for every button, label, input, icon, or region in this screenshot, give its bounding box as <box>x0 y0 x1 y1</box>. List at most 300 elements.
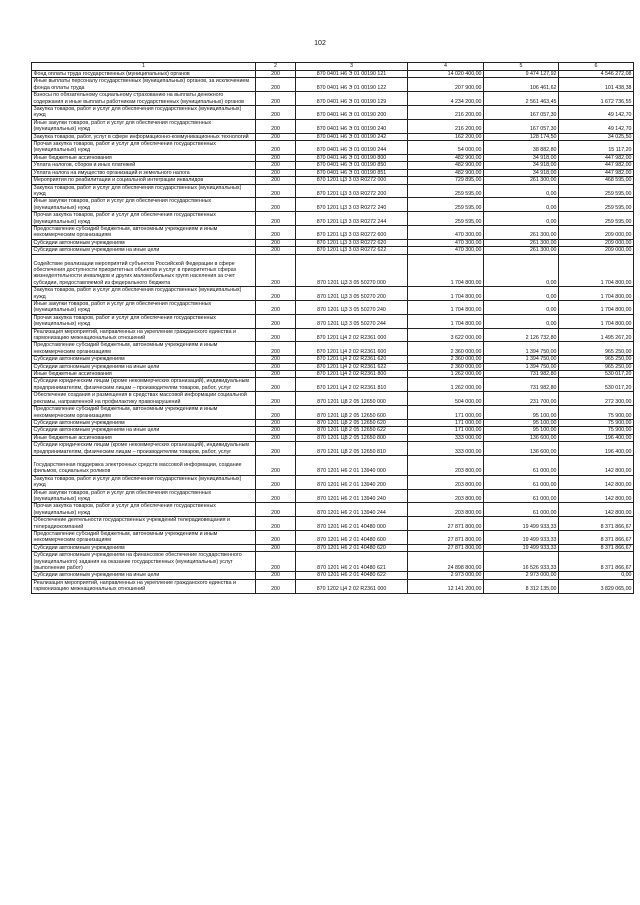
row-line-code-cell: 200 <box>256 517 296 531</box>
table-row <box>32 154 634 161</box>
row-budget-code-cell: 870 0401 Н6 Э 01 00190 129 <box>296 92 408 106</box>
row-executed-cell: 261 300,00 <box>484 239 559 246</box>
row-approved-cell: 333 000,00 <box>408 434 484 441</box>
row-unexecuted-cell: 142 800,00 <box>559 475 634 489</box>
row-line-code-cell: 200 <box>256 475 296 489</box>
row-approved-cell: 216 200,00 <box>408 106 484 120</box>
row-line-code-cell: 200 <box>256 328 296 342</box>
row-unexecuted-cell: 1 704 800,00 <box>559 287 634 301</box>
row-name-cell <box>32 406 256 420</box>
row-name-text: Прочая закупка товаров, работ и услуг для обеспечения государственных (муниципальных) нужд <box>33 314 216 328</box>
row-executed-cell: 19 499 933,33 <box>484 517 559 531</box>
row-unexecuted-cell: 101 438,38 <box>559 78 634 92</box>
row-executed-cell: 61 000,00 <box>484 455 559 475</box>
row-budget-code-cell: 870 1202 Ц4 2 02 R2361 000 <box>296 579 408 593</box>
row-budget-code-cell: 870 0401 Н6 Э 01 00190 200 <box>296 106 408 120</box>
row-unexecuted-cell: 196 400,00 <box>559 442 634 456</box>
row-line-code-cell: 200 <box>256 434 296 441</box>
row-executed-cell: 0,00 <box>484 184 559 198</box>
table-row <box>32 427 634 434</box>
row-executed-cell: 167 057,30 <box>484 106 559 120</box>
column-header-2: 2 <box>256 63 296 71</box>
row-executed-cell: 0,00 <box>484 212 559 226</box>
row-executed-cell: 0,00 <box>484 287 559 301</box>
row-name-cell <box>32 356 256 363</box>
row-name-cell <box>32 342 256 356</box>
row-executed-cell: 38 882,80 <box>484 141 559 155</box>
row-approved-cell: 207 900,00 <box>408 78 484 92</box>
row-name-cell <box>32 378 256 392</box>
row-line-code-cell: 200 <box>256 392 296 406</box>
table-row <box>32 489 634 503</box>
row-name-text: Иные бюджетные ассигнования <box>33 154 112 161</box>
row-unexecuted-cell: 8 371 866,67 <box>559 544 634 551</box>
row-name-text: Иные закупки товаров, работ и услуг для обеспечения государственных (муниципальных) нужд <box>33 301 212 314</box>
row-budget-code-cell: 870 0401 Н6 Э 01 00190 122 <box>296 78 408 92</box>
row-budget-code-cell: 870 1201 Ц3 3 03 R0272 244 <box>296 212 408 226</box>
row-unexecuted-cell: 1 704 800,00 <box>559 254 634 287</box>
row-budget-code-cell: 870 1201 Ц4 2 02 R2361 800 <box>296 371 408 378</box>
table-row <box>32 198 634 212</box>
row-budget-code-cell: 870 1201 Ц8 2 05 12650 000 <box>296 392 408 406</box>
row-name-cell <box>32 301 256 315</box>
table-row <box>32 212 634 226</box>
row-line-code-cell: 200 <box>256 531 296 545</box>
row-executed-cell: 167 057,30 <box>484 119 559 133</box>
row-line-code-cell: 200 <box>256 254 296 287</box>
table-row <box>32 92 634 106</box>
row-name-cell <box>32 442 256 456</box>
table-row <box>32 434 634 441</box>
row-name-text: Обеспечение деятельности государственных учреждений телерадиовещания и телерадиокомпаний <box>33 517 230 530</box>
row-name-text: Взносы по обязательному социальному страхованию на выплаты денежного содержания и иные выплаты работникам государственных (муниципальных) органов <box>33 92 244 105</box>
row-executed-cell: 1 394 750,00 <box>484 342 559 356</box>
row-approved-cell: 259 595,00 <box>408 212 484 226</box>
row-name-text: Иные закупки товаров, работ и услуг для обеспечения государственных (муниципальных) нужд <box>33 489 212 502</box>
row-budget-code-cell: 870 1201 Ц8 2 05 12650 622 <box>296 427 408 434</box>
row-executed-cell: 106 461,62 <box>484 78 559 92</box>
row-approved-cell: 27 871 800,00 <box>408 544 484 551</box>
row-executed-cell: 731 982,80 <box>484 378 559 392</box>
row-name-text: Содействие реализации мероприятий субъектов Российской Федерации в сфере обеспечения доступности приоритетных объектов и услуг в приоритетных сферах жизнедеятельности инвалидов и других маломобильных групп населения за счет субсидии, предоставляемой из федерального бюджета <box>33 260 237 286</box>
table-row <box>32 314 634 328</box>
row-line-code-cell: 200 <box>256 544 296 551</box>
row-approved-cell: 259 595,00 <box>408 184 484 198</box>
row-name-text: Субсидии автономным учреждениям на финансовое обеспечение государственного (муниципального) задания на оказание государственных (муниципальных) услуг (выполнение работ) <box>33 552 242 572</box>
row-unexecuted-cell: 196 400,00 <box>559 434 634 441</box>
row-approved-cell: 470 300,00 <box>408 247 484 254</box>
row-approved-cell: 729 895,00 <box>408 177 484 184</box>
row-executed-cell: 61 000,00 <box>484 475 559 489</box>
row-executed-cell: 2 561 463,45 <box>484 92 559 106</box>
row-executed-cell: 61 000,00 <box>484 489 559 503</box>
row-unexecuted-cell: 15 117,20 <box>559 141 634 155</box>
row-approved-cell: 3 622 000,00 <box>408 328 484 342</box>
table-row <box>32 572 634 579</box>
row-executed-cell: 0,00 <box>484 198 559 212</box>
row-executed-cell: 16 526 933,33 <box>484 552 559 572</box>
row-executed-cell: 136 600,00 <box>484 442 559 456</box>
row-approved-cell: 27 871 800,00 <box>408 531 484 545</box>
row-unexecuted-cell: 468 595,00 <box>559 177 634 184</box>
row-approved-cell: 216 200,00 <box>408 119 484 133</box>
row-name-cell <box>32 427 256 434</box>
row-name-cell <box>32 177 256 184</box>
row-line-code-cell: 200 <box>256 503 296 517</box>
row-approved-cell: 162 200,00 <box>408 133 484 140</box>
row-name-text: Фонд оплаты труда государственных (муниципальных) органов <box>33 71 190 77</box>
row-line-code-cell: 200 <box>256 455 296 475</box>
row-line-code-cell: 200 <box>256 92 296 106</box>
row-executed-cell: 261 300,00 <box>484 247 559 254</box>
row-executed-cell: 128 174,50 <box>484 133 559 140</box>
row-name-cell <box>32 78 256 92</box>
row-executed-cell: 9 474 127,92 <box>484 71 559 78</box>
row-executed-cell: 95 100,00 <box>484 427 559 434</box>
row-unexecuted-cell: 8 371 866,67 <box>559 531 634 545</box>
row-line-code-cell: 200 <box>256 133 296 140</box>
row-name-text: Реализация мероприятий, направленных на укрепление гражданского единства и гармонизацию межнациональных отношений <box>33 328 236 342</box>
row-budget-code-cell: 870 1201 Ц3 3 03 R0272 000 <box>296 177 408 184</box>
column-header-6: 6 <box>559 63 634 71</box>
row-name-text: Субсидии автономным учреждениям на иные цели <box>33 427 160 434</box>
row-line-code-cell: 200 <box>256 71 296 78</box>
row-executed-cell: 2 126 732,80 <box>484 328 559 342</box>
row-budget-code-cell: 870 0401 Н6 Э 01 00190 244 <box>296 141 408 155</box>
table-row <box>32 475 634 489</box>
row-name-cell <box>32 184 256 198</box>
row-line-code-cell: 200 <box>256 162 296 169</box>
row-unexecuted-cell: 259 595,00 <box>559 184 634 198</box>
row-name-text: Субсидии автономным учреждениям <box>33 544 125 551</box>
row-approved-cell: 470 300,00 <box>408 239 484 246</box>
row-name-cell <box>32 489 256 503</box>
row-approved-cell: 1 704 800,00 <box>408 287 484 301</box>
row-name-text: Прочая закупка товаров, работ и услуг для обеспечения государственных (муниципальных) нужд <box>33 141 216 154</box>
row-approved-cell: 171 000,00 <box>408 419 484 426</box>
row-name-text: Прочая закупка товаров, работ и услуг для обеспечения государственных (муниципальных) нужд <box>33 212 216 225</box>
row-budget-code-cell: 870 1201 Н6 2 01 13940 200 <box>296 475 408 489</box>
row-name-cell <box>32 363 256 370</box>
row-name-cell <box>32 212 256 226</box>
row-name-text: Предоставление субсидий бюджетным, автономным учреждениям и иным некоммерческим организациям <box>33 342 218 355</box>
row-budget-code-cell: 870 1201 Ц3 3 05 50270 244 <box>296 314 408 328</box>
row-unexecuted-cell: 447 982,00 <box>559 154 634 161</box>
row-budget-code-cell: 870 1201 Н6 2 01 40480 621 <box>296 552 408 572</box>
row-budget-code-cell: 870 1201 Ц3 3 05 50270 000 <box>296 254 408 287</box>
row-budget-code-cell: 870 1201 Ц8 2 05 12650 620 <box>296 419 408 426</box>
row-unexecuted-cell: 530 017,20 <box>559 378 634 392</box>
row-line-code-cell: 200 <box>256 177 296 184</box>
row-unexecuted-cell: 209 000,00 <box>559 239 634 246</box>
row-line-code-cell: 200 <box>256 314 296 328</box>
table-row <box>32 356 634 363</box>
row-name-cell <box>32 475 256 489</box>
row-name-text: Закупка товаров, работ и услуг для обеспечения государственных (муниципальных) нужд <box>33 475 242 489</box>
row-name-text: Мероприятия по реабилитации и социальной интеграции инвалидов <box>33 177 204 184</box>
row-budget-code-cell: 870 0401 Н6 Э 01 00190 242 <box>296 133 408 140</box>
row-line-code-cell: 200 <box>256 184 296 198</box>
row-budget-code-cell: 870 1201 Н6 2 01 40480 620 <box>296 544 408 551</box>
row-approved-cell: 1 262 000,00 <box>408 378 484 392</box>
row-approved-cell: 259 595,00 <box>408 198 484 212</box>
row-budget-code-cell: 870 1201 Ц4 2 02 R2361 600 <box>296 342 408 356</box>
row-approved-cell: 24 898 800,00 <box>408 552 484 572</box>
column-header-4: 4 <box>408 63 484 71</box>
row-unexecuted-cell: 8 371 866,67 <box>559 552 634 572</box>
row-name-cell <box>32 314 256 328</box>
table-row <box>32 71 634 78</box>
row-name-text: Уплата налога на имущество организаций и земельного налога <box>33 169 190 176</box>
row-line-code-cell: 200 <box>256 342 296 356</box>
row-name-text: Предоставление субсидий бюджетным, автономным учреждениям и иным некоммерческим организациям <box>33 531 218 544</box>
table-row <box>32 503 634 517</box>
table-row <box>32 287 634 301</box>
row-name-text: Субсидии автономным учреждениям на иные цели <box>33 363 160 370</box>
row-line-code-cell: 200 <box>256 427 296 434</box>
row-unexecuted-cell: 1 672 736,55 <box>559 92 634 106</box>
row-name-cell <box>32 239 256 246</box>
row-budget-code-cell: 870 1201 Н6 2 01 13940 240 <box>296 489 408 503</box>
column-header-1: 1 <box>32 63 256 71</box>
table-row <box>32 106 634 120</box>
row-approved-cell: 12 141 200,00 <box>408 579 484 593</box>
column-header-3: 3 <box>296 63 408 71</box>
table-row <box>32 392 634 406</box>
row-name-cell <box>32 92 256 106</box>
row-unexecuted-cell: 75 900,00 <box>559 419 634 426</box>
table-row <box>32 119 634 133</box>
row-budget-code-cell: 870 1201 Ц8 2 05 12650 800 <box>296 434 408 441</box>
row-line-code-cell: 200 <box>256 442 296 456</box>
table-row <box>32 363 634 370</box>
row-executed-cell: 0,00 <box>484 254 559 287</box>
row-approved-cell: 482 900,00 <box>408 169 484 176</box>
table-row <box>32 141 634 155</box>
row-executed-cell: 34 918,00 <box>484 169 559 176</box>
row-name-text: Иные выплаты персоналу государственных (муниципальных) органов, за исключением фонда оплаты труда <box>33 78 249 91</box>
row-unexecuted-cell: 142 800,00 <box>559 503 634 517</box>
table-row <box>32 328 634 342</box>
row-name-text: Субсидии автономным учреждениям на иные цели <box>33 572 160 579</box>
row-name-text: Предоставление субсидий бюджетным, автономным учреждениям и иным некоммерческим организациям <box>33 406 218 419</box>
row-name-text: Субсидии юридическим лицам (кроме некоммерческих организаций), индивидуальным предпринимателям, физическим лицам – производителям товаров, работ, услуг <box>33 378 250 391</box>
row-budget-code-cell: 870 1201 Н6 2 01 40480 622 <box>296 572 408 579</box>
row-unexecuted-cell: 75 900,00 <box>559 406 634 420</box>
row-unexecuted-cell: 0,00 <box>559 572 634 579</box>
row-line-code-cell: 200 <box>256 212 296 226</box>
row-name-cell <box>32 371 256 378</box>
table-row <box>32 78 634 92</box>
table-row <box>32 254 634 287</box>
row-unexecuted-cell: 259 595,00 <box>559 198 634 212</box>
row-line-code-cell: 200 <box>256 552 296 572</box>
row-name-cell <box>32 133 256 140</box>
row-line-code-cell: 200 <box>256 579 296 593</box>
table-row <box>32 517 634 531</box>
row-unexecuted-cell: 142 800,00 <box>559 455 634 475</box>
row-approved-cell: 470 300,00 <box>408 225 484 239</box>
row-budget-code-cell: 870 1201 Ц4 2 02 R2361 620 <box>296 356 408 363</box>
row-unexecuted-cell: 1 704 800,00 <box>559 301 634 315</box>
row-line-code-cell: 200 <box>256 198 296 212</box>
row-unexecuted-cell: 209 000,00 <box>559 225 634 239</box>
row-approved-cell: 1 262 000,00 <box>408 371 484 378</box>
row-unexecuted-cell: 8 371 866,67 <box>559 517 634 531</box>
row-budget-code-cell: 870 1201 Ц4 2 02 R2361 000 <box>296 328 408 342</box>
row-unexecuted-cell: 49 142,70 <box>559 119 634 133</box>
row-budget-code-cell: 870 1201 Ц3 3 03 R0272 200 <box>296 184 408 198</box>
row-unexecuted-cell: 965 250,00 <box>559 363 634 370</box>
row-unexecuted-cell: 447 982,00 <box>559 162 634 169</box>
row-name-text: Закупка товаров, работ, услуг в сфере информационно-коммуникационных технологий <box>33 133 249 140</box>
row-line-code-cell: 200 <box>256 225 296 239</box>
row-unexecuted-cell: 209 000,00 <box>559 247 634 254</box>
row-executed-cell: 0,00 <box>484 314 559 328</box>
row-unexecuted-cell: 4 546 272,08 <box>559 71 634 78</box>
row-line-code-cell: 200 <box>256 78 296 92</box>
row-unexecuted-cell: 447 982,00 <box>559 169 634 176</box>
row-budget-code-cell: 870 1201 Ц3 3 03 R0272 622 <box>296 247 408 254</box>
table-row <box>32 177 634 184</box>
table-row <box>32 239 634 246</box>
row-name-cell <box>32 455 256 475</box>
row-name-cell <box>32 169 256 176</box>
row-approved-cell: 504 000,00 <box>408 392 484 406</box>
budget-execution-table <box>31 62 634 594</box>
row-approved-cell: 54 000,00 <box>408 141 484 155</box>
row-executed-cell: 34 918,00 <box>484 162 559 169</box>
row-approved-cell: 27 871 800,00 <box>408 517 484 531</box>
row-line-code-cell: 200 <box>256 356 296 363</box>
row-budget-code-cell: 870 1201 Н6 2 01 40480 000 <box>296 517 408 531</box>
row-unexecuted-cell: 1 495 267,20 <box>559 328 634 342</box>
row-budget-code-cell: 870 0401 Н6 Э 01 00190 121 <box>296 71 408 78</box>
table-row <box>32 169 634 176</box>
row-unexecuted-cell: 49 142,70 <box>559 106 634 120</box>
row-line-code-cell: 200 <box>256 419 296 426</box>
row-name-text: Прочая закупка товаров, работ и услуг для обеспечения государственных (муниципальных) нужд <box>33 503 216 516</box>
table-row <box>32 455 634 475</box>
row-line-code-cell: 200 <box>256 239 296 246</box>
row-name-text: Уплата налогов, сборов и иных платежей <box>33 162 136 169</box>
row-name-cell <box>32 328 256 342</box>
row-budget-code-cell: 870 1201 Н6 2 01 13940 000 <box>296 455 408 475</box>
table-row <box>32 552 634 572</box>
row-line-code-cell: 200 <box>256 169 296 176</box>
table-row <box>32 406 634 420</box>
row-name-cell <box>32 544 256 551</box>
row-name-cell <box>32 254 256 287</box>
row-name-text: Государственная поддержка электронных средств массовой информации, создание фильмов, социальных роликов <box>33 461 242 475</box>
table-row <box>32 531 634 545</box>
row-name-cell <box>32 572 256 579</box>
row-approved-cell: 333 000,00 <box>408 442 484 456</box>
row-executed-cell: 34 918,00 <box>484 154 559 161</box>
row-name-cell <box>32 225 256 239</box>
row-name-cell <box>32 141 256 155</box>
row-executed-cell: 0,00 <box>484 301 559 315</box>
row-approved-cell: 482 900,00 <box>408 162 484 169</box>
row-executed-cell: 95 100,00 <box>484 419 559 426</box>
row-budget-code-cell: 870 0401 Н6 Э 01 00190 800 <box>296 154 408 161</box>
row-unexecuted-cell: 530 017,20 <box>559 371 634 378</box>
table-row <box>32 184 634 198</box>
row-approved-cell: 2 360 000,00 <box>408 363 484 370</box>
row-budget-code-cell: 870 0401 Н6 Э 01 00190 240 <box>296 119 408 133</box>
page-number: 102 <box>314 40 326 47</box>
row-name-cell <box>32 434 256 441</box>
row-unexecuted-cell: 3 829 065,00 <box>559 579 634 593</box>
row-name-cell <box>32 531 256 545</box>
row-executed-cell: 61 000,00 <box>484 503 559 517</box>
row-approved-cell: 1 704 800,00 <box>408 301 484 315</box>
row-budget-code-cell: 870 1201 Ц3 3 05 50270 200 <box>296 287 408 301</box>
row-budget-code-cell: 870 1201 Н6 2 01 40480 600 <box>296 531 408 545</box>
table-row <box>32 301 634 315</box>
row-approved-cell: 171 000,00 <box>408 406 484 420</box>
row-executed-cell: 2 973 000,00 <box>484 572 559 579</box>
row-line-code-cell: 200 <box>256 287 296 301</box>
row-name-cell <box>32 154 256 161</box>
row-unexecuted-cell: 259 595,00 <box>559 212 634 226</box>
row-name-cell <box>32 71 256 78</box>
row-executed-cell: 19 499 933,33 <box>484 531 559 545</box>
row-name-cell <box>32 198 256 212</box>
row-executed-cell: 136 600,00 <box>484 434 559 441</box>
table-row <box>32 378 634 392</box>
row-line-code-cell: 200 <box>256 371 296 378</box>
row-name-text: Иные бюджетные ассигнования <box>33 434 112 441</box>
row-name-cell <box>32 392 256 406</box>
row-name-cell <box>32 517 256 531</box>
row-name-cell <box>32 579 256 593</box>
row-line-code-cell: 200 <box>256 154 296 161</box>
row-executed-cell: 1 394 750,00 <box>484 356 559 363</box>
row-name-cell <box>32 552 256 572</box>
row-unexecuted-cell: 965 250,00 <box>559 356 634 363</box>
table-row <box>32 162 634 169</box>
table-row <box>32 544 634 551</box>
row-line-code-cell: 200 <box>256 301 296 315</box>
row-line-code-cell: 200 <box>256 363 296 370</box>
row-approved-cell: 4 234 200,00 <box>408 92 484 106</box>
row-line-code-cell: 200 <box>256 247 296 254</box>
table-row <box>32 371 634 378</box>
table-row <box>32 442 634 456</box>
column-header-5: 5 <box>484 63 559 71</box>
row-unexecuted-cell: 34 025,50 <box>559 133 634 140</box>
row-name-cell <box>32 162 256 169</box>
row-budget-code-cell: 870 1201 Ц8 2 05 12650 810 <box>296 442 408 456</box>
table-row <box>32 342 634 356</box>
row-approved-cell: 203 800,00 <box>408 475 484 489</box>
row-name-text: Предоставление субсидий бюджетным, автономным учреждениям и иным некоммерческим организациям <box>33 225 218 239</box>
row-name-text: Иные закупки товаров, работ и услуг для обеспечения государственных (муниципальных) нужд <box>33 119 212 133</box>
row-line-code-cell: 200 <box>256 489 296 503</box>
row-approved-cell: 203 800,00 <box>408 503 484 517</box>
row-name-text: Закупка товаров, работ и услуг для обеспечения государственных (муниципальных) нужд <box>33 184 242 197</box>
row-executed-cell: 8 312 135,00 <box>484 579 559 593</box>
row-approved-cell: 2 360 000,00 <box>408 356 484 363</box>
row-name-text: Обеспечение создания и размещения в средствах массовой информации социальной рекламы, направленной на профилактику правонарушений <box>33 392 247 405</box>
row-budget-code-cell: 870 1201 Ц4 2 02 R2361 810 <box>296 378 408 392</box>
row-approved-cell: 2 360 000,00 <box>408 342 484 356</box>
row-approved-cell: 203 800,00 <box>408 489 484 503</box>
row-budget-code-cell: 870 1201 Ц3 3 03 R0272 620 <box>296 239 408 246</box>
row-name-text: Реализация мероприятий, направленных на укрепление гражданского единства и гармонизацию межнациональных отношений <box>33 579 236 593</box>
row-name-text: Субсидии автономным учреждениям <box>33 356 125 363</box>
